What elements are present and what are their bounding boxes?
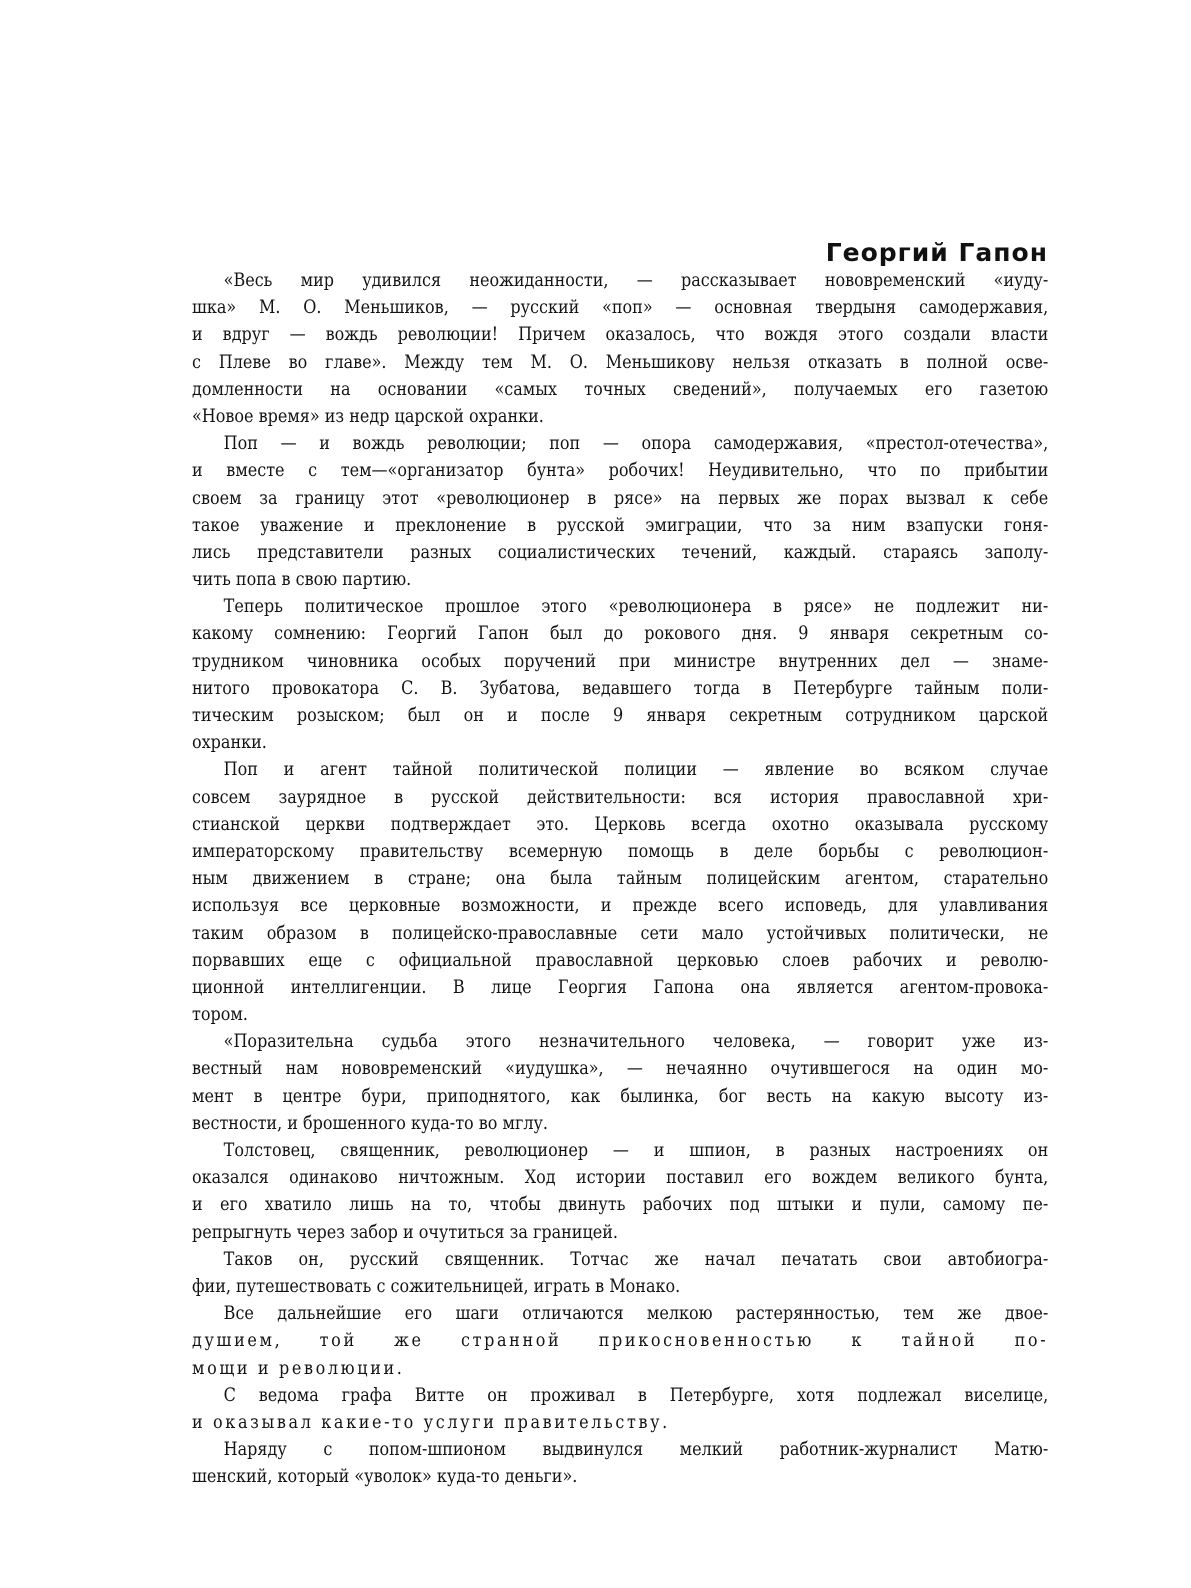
- text-line: и вдруг — вождь революции! Причем оказалось, что вождя этого создали власти: [192, 324, 1049, 346]
- text-line: домленности на основании «самых точных сведений», получаемых его газетою: [192, 378, 1049, 400]
- text-line: и вместе с тем—«организатор бунта» робочих! Неудивительно, что по прибытии: [192, 460, 1049, 482]
- text-line: тическим розыском; был он и после 9 января секретным сотрудником царской: [192, 705, 1049, 726]
- paragraph-5: [192, 1028, 1048, 1137]
- text-line: Все дальнейшие его шаги отличаются мелкою растерянностью, тем же двое-: [223, 1303, 1049, 1325]
- paragraph-8: [192, 1300, 1048, 1382]
- text-line: охранки.: [192, 732, 267, 754]
- text-line: фии, путешествовать с сожительницей, играть в Монако.: [192, 1275, 681, 1297]
- body-text: [192, 267, 1048, 1490]
- text-line: Толстовец, священник, революционер — и шпион, в разных настроениях он: [223, 1140, 1049, 1161]
- paragraph-2: [192, 430, 1048, 593]
- text-line: вестный нам нововременский «иудушка», — нечаянно очутившегося на один мо-: [192, 1058, 1049, 1080]
- chapter-heading: Георгий Гапон: [825, 238, 1048, 267]
- paragraph-3: [192, 593, 1048, 756]
- text-line: совсем заурядное в русской действительности: вся история православной хри-: [192, 786, 1049, 808]
- text-line: оказался одинаково ничтожным. Ход истории поставил его вождем великого бунта,: [192, 1167, 1049, 1189]
- paragraph-1: [192, 267, 1048, 430]
- text-line: шенский, который «уволок» куда-то деньги».: [192, 1466, 578, 1488]
- text-line: «Новое время» из недр царской охранки.: [192, 405, 544, 427]
- text-line: мент в центре бури, приподнятого, как былинка, бог весть на какую высоту из-: [192, 1085, 1049, 1107]
- paragraph-6: [192, 1137, 1048, 1246]
- text-line: С ведома графа Витте он проживал в Петербурге, хотя подлежал виселице,: [223, 1384, 1049, 1406]
- text-line: шка» М. О. Меньшиков, — русский «поп» — основная твердыня самодержавия,: [192, 297, 1049, 319]
- text-line: чить попа в свою партию.: [192, 569, 412, 591]
- text-line: и его хватило лишь на то, чтобы двинуть рабочих под штыки и пули, самому пе-: [192, 1194, 1049, 1216]
- text-line: своем за границу этот «революционер в рясе» на первых же порах вызвал к себе: [192, 487, 1049, 509]
- paragraph-9: [192, 1382, 1048, 1436]
- text-line: нитого провокатора С. В. Зубатова, ведавшего тогда в Петербурге тайным поли-: [192, 677, 1049, 699]
- text-line: «Поразительна судьба этого незначительного человека, — говорит уже из-: [223, 1031, 1049, 1053]
- text-line: стианской церкви подтверждает это. Церковь всегда охотно оказывала русскому: [192, 813, 1049, 835]
- text-line: «Весь мир удивился неожиданности, — рассказывает нововременский «иуду-: [223, 270, 1049, 291]
- text-line: Наряду с попом-шпионом выдвинулся мелкий работник-журналист Матю-: [223, 1439, 1049, 1461]
- text-line: Поп и агент тайной политической полиции — явление во всяком случае: [223, 759, 1049, 781]
- paragraph-4: [192, 756, 1048, 1028]
- text-line: репрыгнуть через забор и очутиться за границей.: [192, 1221, 618, 1243]
- text-line: лись представители разных социалистических течений, каждый. стараясь заполу-: [192, 541, 1049, 563]
- text-line: вестности, и брошенного куда-то во мглу.: [192, 1112, 549, 1134]
- paragraph-10: [192, 1436, 1048, 1490]
- text-line: ционной интеллигенции. В лице Георгия Гапона она является агентом-провока-: [192, 976, 1049, 998]
- paragraph-7: [192, 1246, 1048, 1300]
- text-line: тором.: [192, 1004, 248, 1026]
- text-line: с Плеве во главе». Между тем М. О. Меньшикову нельзя отказать в полной осве-: [192, 351, 1049, 373]
- text-line: душием, той же странной прикосновенностью к тайной по-: [192, 1330, 1049, 1352]
- text-line: ным движением в стране; она была тайным полицейским агентом, старательно: [192, 868, 1049, 890]
- text-line: Теперь политическое прошлое этого «революционера в рясе» не подлежит ни-: [223, 596, 1049, 618]
- text-line: Таков он, русский священник. Тотчас же начал печатать свои автобиогра-: [223, 1248, 1049, 1270]
- text-line: таким образом в полицейско-православные сети мало устойчивых политически, не: [192, 922, 1049, 944]
- text-line: такое уважение и преклонение в русской эмиграции, что за ним взапуски гоня-: [192, 514, 1049, 536]
- text-line: мощи и революции.: [192, 1357, 405, 1379]
- text-line: порвавших еще с официальной православной церковью слоев рабочих и револю-: [192, 949, 1049, 971]
- text-line: и оказывал какие-то услуги правительству.: [192, 1411, 670, 1433]
- text-line: трудником чиновника особых поручений при министре внутренних дел — знаме-: [192, 650, 1049, 672]
- text-line: Поп — и вождь революции; поп — опора самодержавия, «престол-отечества»,: [223, 433, 1049, 455]
- text-line: какому сомнению: Георгий Гапон был до рокового дня. 9 января секретным со-: [192, 623, 1049, 645]
- text-line: используя все церковные возможности, и прежде всего исповедь, для улавливания: [192, 895, 1049, 917]
- text-line: императорскому правительству всемерную помощь в деле борьбы с революцион-: [192, 840, 1049, 862]
